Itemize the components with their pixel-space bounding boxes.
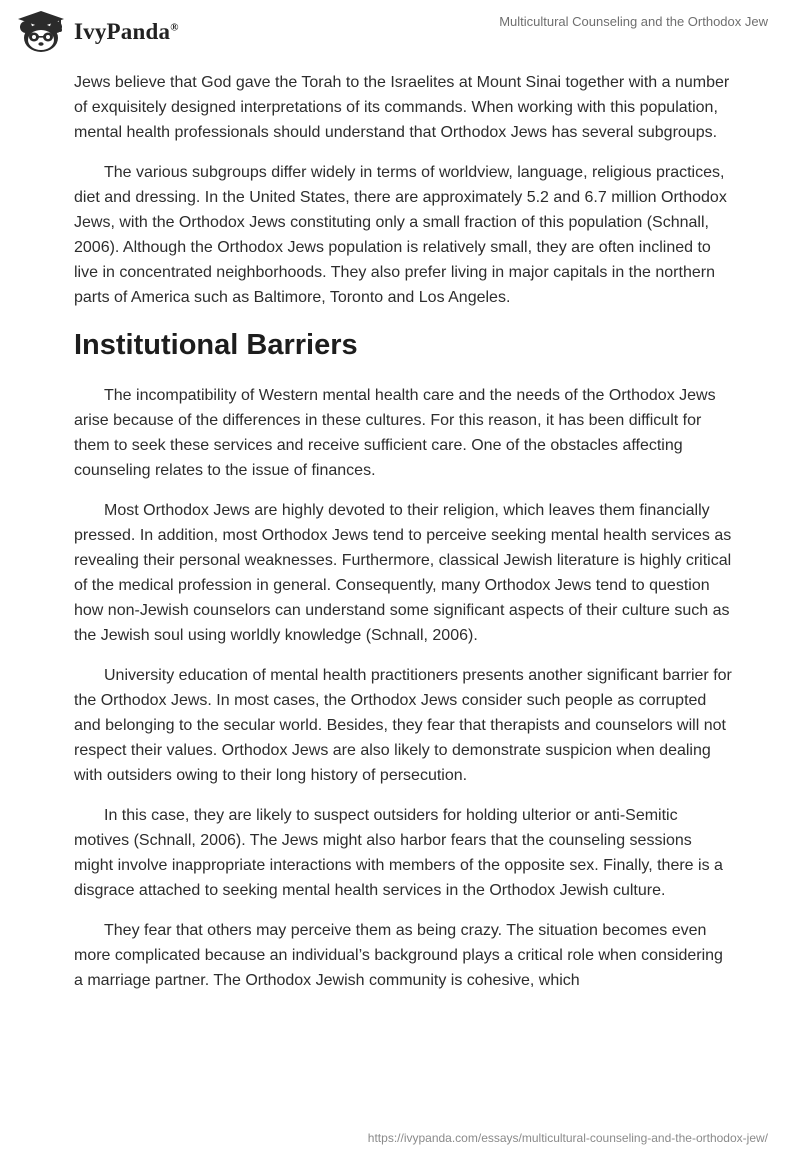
paragraph: In this case, they are likely to suspect outsiders for holding ulterior or anti-Semitic motives (Schnall, 2006). The Jews might also harbor fears that the counseling sessions might involve inappropriate interactions with members of the opposite sex. Finally, there is a disgrace attached to seeking mental health services in the Orthodox Jewish culture. <box>74 807 723 899</box>
brand-name-text: IvyPanda <box>74 19 171 44</box>
page-header <box>0 0 800 64</box>
essay-body <box>74 70 734 1008</box>
brand-name <box>74 19 179 45</box>
section-heading: Institutional Barriers <box>74 329 358 361</box>
paragraph: University education of mental health practitioners presents another significant barrier for the Orthodox Jews. In most cases, the Orthodox Jews consider such people as corrupted and belonging to the secular world. Besides, they fear that therapists and counselors will not respect their values. Orthodox Jews are also likely to demonstrate suspicion when dealing with outsiders owing to their long history of persecution. <box>74 667 732 784</box>
source-url[interactable]: https://ivypanda.com/essays/multicultural-counseling-and-the-orthodox-jew/ <box>367 1131 768 1145</box>
paragraph: The various subgroups differ widely in terms of worldview, language, religious practices, diet and dressing. In the United States, there are approximately 5.2 and 6.7 million Orthodox Jews, with the Orthodox Jews constituting only a small fraction of this population (Schnall, 2006). Although the Orthodox Jews population is relatively small, they are often inclined to live in concentrated neighborhoods. They also prefer living in major capitals in the northern parts of America such as Baltimore, Toronto and Los Angeles. <box>74 164 727 306</box>
panda-logo-icon <box>14 10 68 54</box>
paragraph: Most Orthodox Jews are highly devoted to their religion, which leaves them financially pressed. In addition, most Orthodox Jews tend to perceive seeking mental health services as revealing their personal weaknesses. Furthermore, classical Jewish literature is highly critical of the medical profession in general. Consequently, many Orthodox Jews tend to question how non-Jewish counselors can understand some significant aspects of their culture such as the Jewish soul using worldly knowledge (Schnall, 2006). <box>74 502 732 644</box>
paragraph: The incompatibility of Western mental health care and the needs of the Orthodox Jews arise because of the differences in these cultures. For this reason, it has been difficult for them to seek these services and receive sufficient care. One of the obstacles affecting counseling relates to the issue of finances. <box>74 387 716 479</box>
paragraph: Jews believe that God gave the Torah to the Israelites at Mount Sinai together with a number of exquisitely designed interpretations of its commands. When working with this population, mental health professionals should understand that Orthodox Jews has several subgroups. <box>74 74 730 141</box>
brand-logo[interactable] <box>14 8 179 56</box>
document-title: Multicultural Counseling and the Orthodox Jew <box>499 14 768 29</box>
registered-mark: ® <box>170 21 179 34</box>
paragraph: They fear that others may perceive them as being crazy. The situation becomes even more complicated because an individual’s background plays a critical role when considering a marriage partner. The Orthodox Jewish community is cohesive, which <box>74 922 723 989</box>
